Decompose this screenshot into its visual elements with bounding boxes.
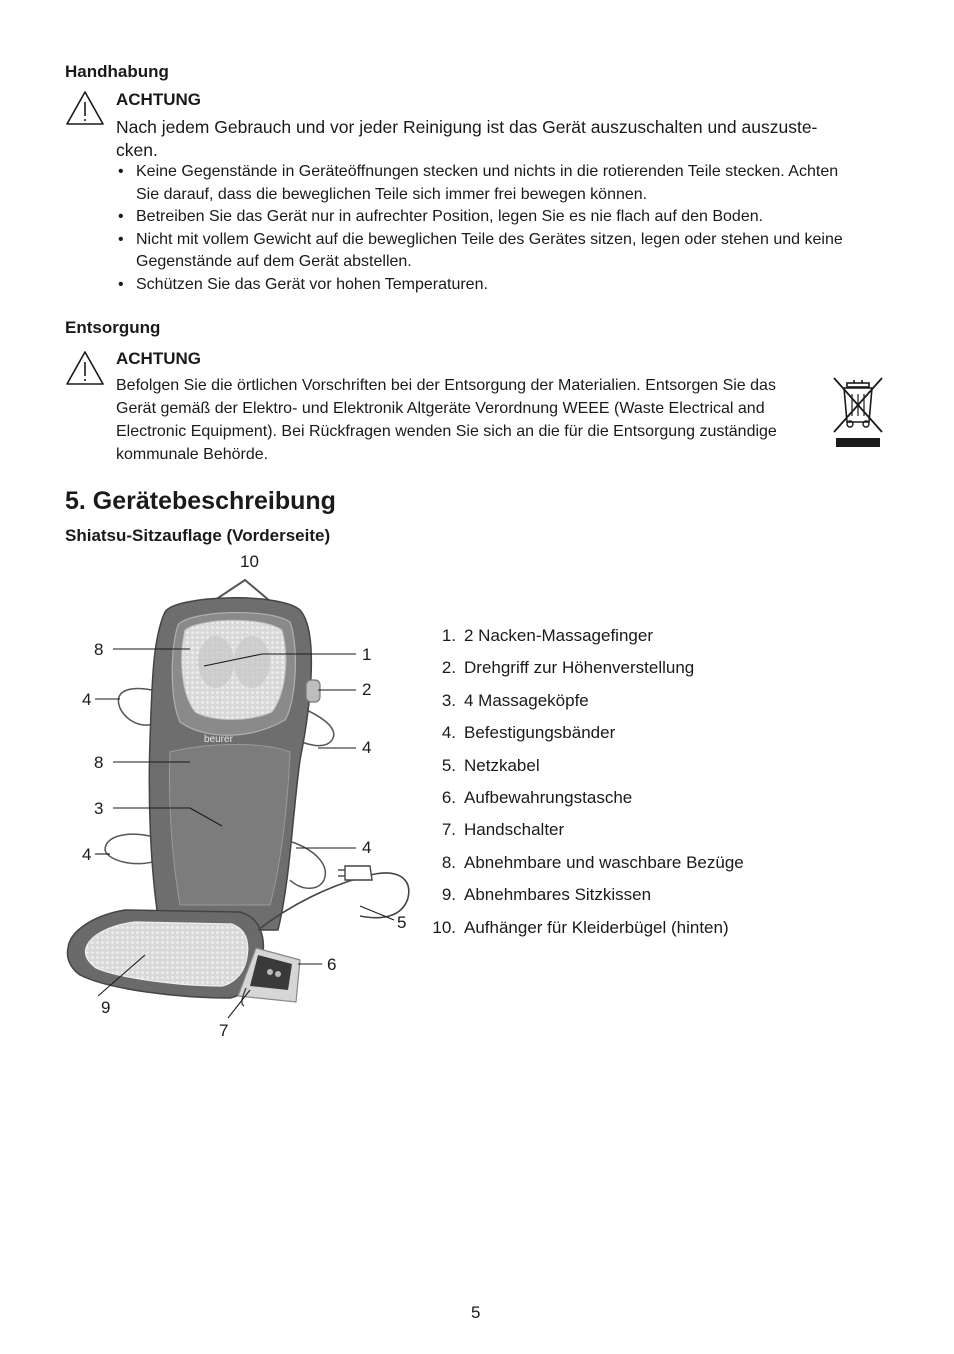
handhabung-bullet-list — [116, 161, 916, 296]
callout-label: 7 — [219, 1021, 229, 1040]
item-number: 3. — [441, 691, 456, 710]
text-line: Electronic Equipment). Bei Rückfragen wenden Sie sich an die für die Entsorgung zuständige — [116, 423, 777, 440]
item-label: Aufhänger für Kleiderbügel (hinten) — [464, 918, 729, 937]
item-label: Aufbewahrungstasche — [464, 788, 633, 807]
weee-crossed-bin-icon — [830, 374, 886, 450]
bullet-line: Sie darauf, dass die beweglichen Teile sich immer frei bewegen können. — [136, 185, 648, 203]
warning-text-line: cken. — [116, 140, 158, 160]
page-number: 5 — [471, 1303, 481, 1322]
item-number: 7. — [441, 820, 456, 839]
section-heading-handhabung: Handhabung — [65, 62, 169, 81]
warning-title: ACHTUNG — [116, 90, 201, 109]
brand-logo: beurer — [204, 734, 233, 745]
callout-label: 10 — [240, 552, 259, 571]
text-line: Befolgen Sie die örtlichen Vorschriften bei der Entsorgung der Materialien. Entsorgen Sie das — [116, 377, 776, 394]
item-label: Handschalter — [464, 820, 565, 839]
item-label: Befestigungsbänder — [464, 723, 616, 742]
parts-list — [424, 626, 844, 946]
item-label: 2 Nacken-Massagefinger — [464, 626, 653, 645]
callout-label: 9 — [101, 998, 111, 1017]
item-label: Netzkabel — [464, 756, 540, 775]
list-item — [424, 658, 695, 680]
warning-text — [116, 116, 906, 162]
section-heading-entsorgung: Entsorgung — [65, 318, 161, 337]
bullet-line: • Keine Gegenstände in Geräteöffnungen stecken und nichts in die rotierenden Teile stecken. Achten — [136, 163, 839, 180]
item-label: Abnehmbare und waschbare Bezüge — [464, 853, 744, 872]
massage-seat-illustration — [60, 550, 430, 1050]
item-number: 4. — [441, 723, 456, 742]
callout-label: 8 — [94, 640, 104, 659]
callout-label: 1 — [362, 645, 372, 664]
bullet-line: Gegenstände auf dem Gerät abstellen. — [136, 253, 412, 270]
list-item — [424, 885, 652, 907]
list-item — [424, 691, 589, 713]
callout-label: 6 — [327, 955, 337, 974]
list-item — [424, 820, 565, 842]
item-number: 10. — [432, 918, 456, 937]
list-item — [424, 723, 616, 745]
bullet-line: • Schützen Sie das Gerät vor hohen Temperaturen. — [136, 275, 488, 293]
callout-label: 4 — [362, 738, 372, 757]
warning-title: ACHTUNG — [116, 349, 201, 368]
subtitle: Shiatsu-Sitzauflage (Vorderseite) — [65, 526, 331, 545]
callout-label: 3 — [94, 799, 104, 818]
callout-label: 4 — [362, 838, 372, 857]
warning-text-line: Nach jedem Gebrauch und vor jeder Reinigung ist das Gerät auszuschalten und auszuste- — [116, 117, 818, 137]
callout-label: 8 — [94, 753, 104, 772]
list-item — [424, 918, 729, 940]
item-number: 6. — [441, 788, 456, 807]
text-line: kommunale Behörde. — [116, 446, 269, 463]
item-number: 9. — [441, 885, 456, 904]
item-number: 5. — [441, 756, 456, 775]
item-number: 1. — [441, 626, 456, 645]
warning-triangle-icon — [65, 350, 105, 386]
list-item — [116, 161, 916, 206]
list-item — [424, 756, 540, 778]
item-number: 2. — [441, 658, 456, 677]
list-item — [116, 274, 916, 297]
callout-label: 5 — [397, 913, 407, 932]
warning-triangle-icon — [65, 90, 105, 126]
list-item — [116, 206, 916, 229]
disposal-text — [116, 374, 826, 466]
callout-label: 4 — [82, 690, 92, 709]
list-item — [424, 788, 633, 810]
bullet-line: • Nicht mit vollem Gewicht auf die beweglichen Teile des Gerätes sitzen, legen oder stehen und keine — [136, 230, 843, 248]
bullet-line: • Betreiben Sie das Gerät nur in aufrechter Position, legen Sie es nie flach auf den Boden. — [136, 208, 764, 225]
callout-label: 2 — [362, 680, 372, 699]
callout-label: 4 — [82, 845, 92, 864]
list-item — [424, 853, 744, 875]
item-label: Drehgriff zur Höhenverstellung — [464, 658, 695, 677]
list-item — [424, 626, 653, 648]
page-title: 5. Gerätebeschreibung — [65, 487, 336, 515]
item-label: Abnehmbares Sitzkissen — [464, 885, 652, 904]
list-item — [116, 229, 916, 274]
item-label: 4 Massageköpfe — [464, 691, 589, 710]
item-number: 8. — [441, 853, 456, 872]
text-line: Gerät gemäß der Elektro- und Elektronik Altgeräte Verordnung WEEE (Waste Electrical and — [116, 400, 765, 417]
